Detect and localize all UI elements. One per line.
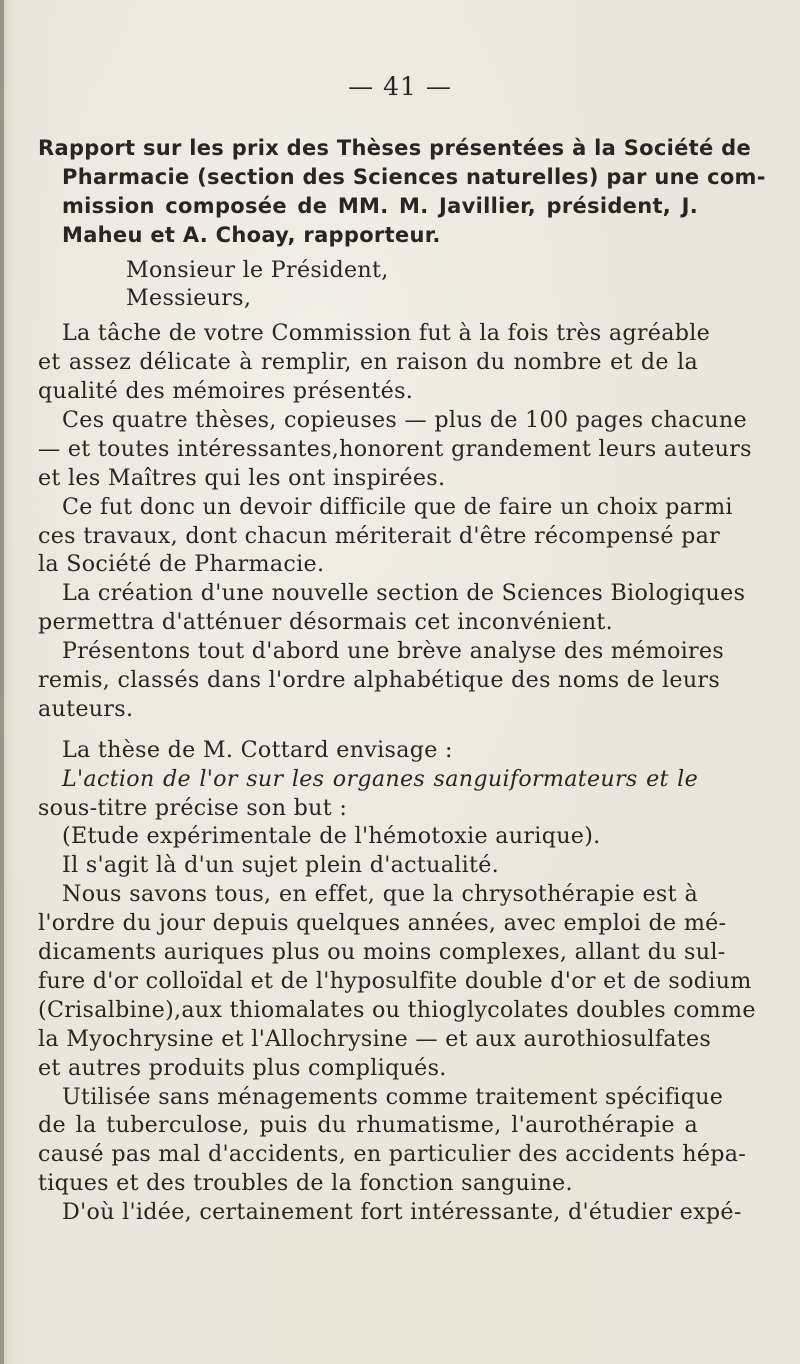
paragraph <box>38 637 725 724</box>
text-line: La tâche de votre Commission fut à la fois très agréable <box>62 320 711 347</box>
paragraph <box>38 880 756 1082</box>
text-line: Il s'agit là d'un sujet plein d'actualité. <box>62 852 500 879</box>
text-line: l'ordre du jour depuis quelques années, avec emploi de mé- <box>38 910 727 937</box>
salutation-line: Monsieur le Président, <box>126 256 389 283</box>
text-line: fure d'or colloïdal et de l'hyposulfite double d'or et de sodium <box>38 967 752 994</box>
title-line: Maheu et A. Choay, rapporteur. <box>62 222 441 247</box>
paragraph <box>38 406 752 493</box>
salutation <box>38 256 698 314</box>
text-line: dicaments auriques plus ou moins complexes, allant du sul- <box>38 939 726 966</box>
text-line: qualité des mémoires présentés. <box>38 378 414 405</box>
text-line: Présentons tout d'abord une brève analyse des mémoires <box>62 638 725 665</box>
page-number: — 41 — <box>348 72 452 101</box>
text-line: D'où l'idée, certainement fort intéressante, d'étudier expé- <box>62 1199 742 1226</box>
text-line: La thèse de M. Cottard envisage : <box>62 736 453 763</box>
text-line: de la tuberculose, puis du rhumatisme, l'aurothérapie a <box>38 1112 698 1139</box>
text-line: — et toutes intéressantes,honorent grandement leurs auteurs <box>38 435 752 462</box>
text-line: la Myochrysine et l'Allochrysine — et aux aurothiosulfates <box>38 1025 712 1052</box>
text-line: (Etude expérimentale de l'hémotoxie aurique). <box>62 823 601 850</box>
salutation-line: Messieurs, <box>126 285 252 312</box>
paragraph <box>38 1083 747 1199</box>
text-line: permettra d'atténuer désormais cet inconvénient. <box>38 609 614 636</box>
text-line: Utilisée sans ménagements comme traitement spécifique <box>62 1083 724 1110</box>
text-line: sous-titre précise son but : <box>38 794 348 821</box>
text-line: (Crisalbine),aux thiomalates ou thioglycolates doubles comme <box>38 996 756 1023</box>
text-line: La création d'une nouvelle section de Sciences Biologiques <box>62 580 746 607</box>
report-title <box>38 134 766 250</box>
text-line: ces travaux, dont chacun mériterait d'être récompensé par <box>38 522 721 549</box>
paragraph <box>38 493 733 580</box>
title-line: Rapport sur les prix des Thèses présentées à la Société de <box>38 136 752 160</box>
title-line: Pharmacie (section des Sciences naturelles) par une com- <box>62 164 766 189</box>
paragraph <box>38 319 711 406</box>
text-line: remis, classés dans l'ordre alphabétique des noms de leurs <box>38 667 721 694</box>
page-body <box>38 134 766 1227</box>
text-line: la Société de Pharmacie. <box>38 551 325 578</box>
paragraph <box>38 736 698 880</box>
paragraph <box>38 579 746 637</box>
text-line: et assez délicate à remplir, en raison du nombre et de la <box>38 349 698 376</box>
title-line: mission composée de MM. M. Javillier, président, J. <box>62 193 698 218</box>
text-line: et les Maîtres qui les ont inspirées. <box>38 464 446 491</box>
thesis-title-line: L'action de l'or sur les organes sanguiformateurs et le <box>62 765 698 792</box>
text-line: tiques et des troubles de la fonction sanguine. <box>38 1170 573 1197</box>
text-line: auteurs. <box>38 695 134 722</box>
text-line: causé pas mal d'accidents, en particulier des accidents hépa- <box>38 1141 747 1168</box>
text-line: Nous savons tous, en effet, que la chrysothérapie est à <box>62 881 698 908</box>
page-binding-edge <box>0 0 4 1364</box>
text-line: Ce fut donc un devoir difficile que de faire un choix parmi <box>62 493 733 520</box>
text-line: et autres produits plus compliqués. <box>38 1054 447 1081</box>
paragraph <box>38 1198 742 1227</box>
text-line: Ces quatre thèses, copieuses — plus de 100 pages chacune <box>62 407 747 434</box>
